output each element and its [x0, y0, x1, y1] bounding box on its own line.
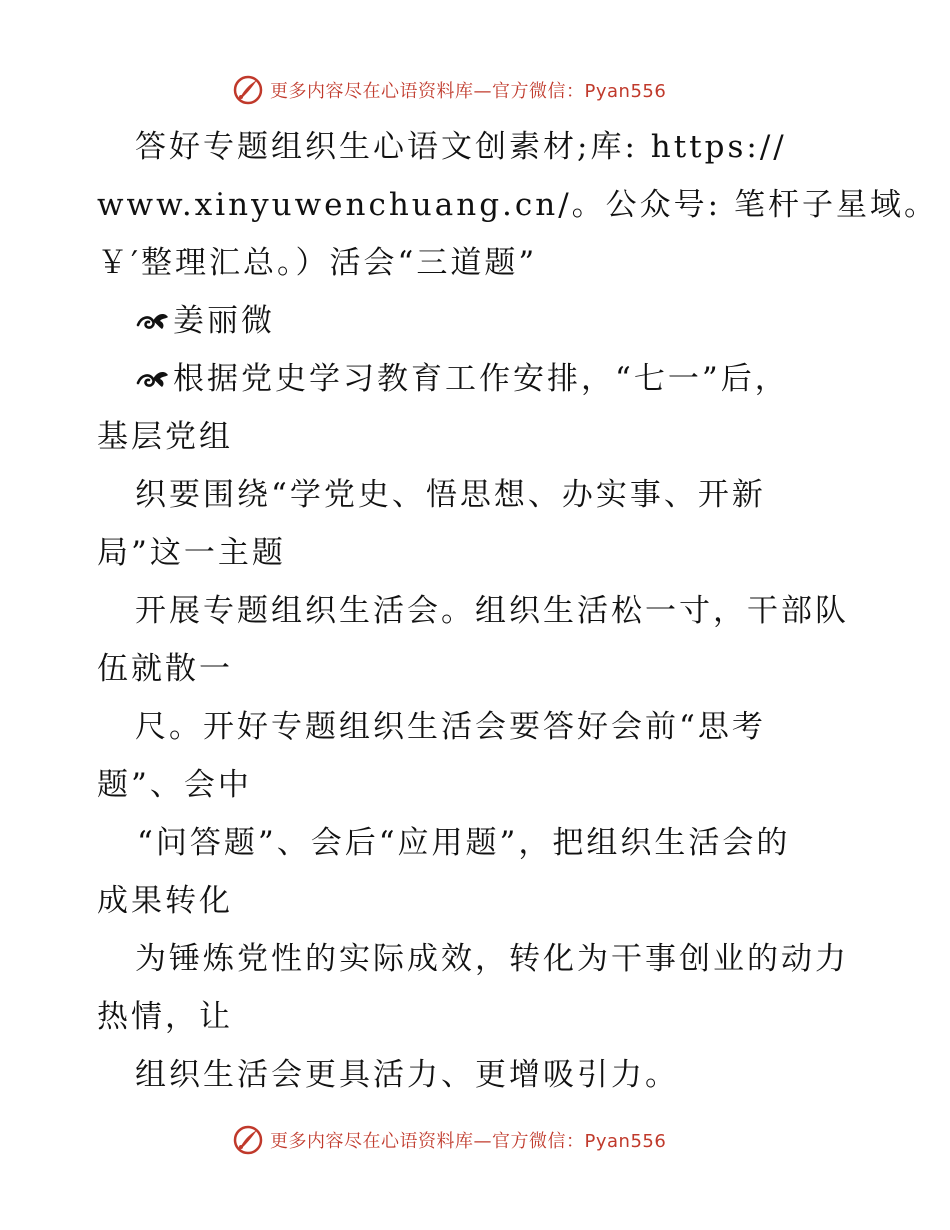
quill-ink-logo-icon	[232, 1124, 264, 1156]
body-line: 答好专题组织生心语文创素材;库: https://	[135, 129, 787, 165]
body-line: 成果转化	[97, 883, 233, 919]
banner-main-text: 更多内容尽在心语资料库	[270, 81, 474, 102]
body-line: 热情，让	[97, 999, 233, 1035]
body-line: 题”、会中	[97, 767, 252, 803]
author-name: 姜丽微	[173, 303, 275, 339]
fleuron-bullet-icon	[135, 367, 171, 391]
banner-text	[270, 77, 666, 103]
body-line: 尺。开好专题组织生活会要答好会前“思考	[135, 709, 766, 745]
body-line: ￥′整理汇总。）活会“三道题”	[97, 245, 538, 281]
header-banner	[232, 72, 732, 108]
body-line: 基层党组	[97, 419, 233, 455]
banner-separator: —	[473, 1131, 492, 1152]
body-line: 开展专题组织生活会。组织生活松一寸，干部队	[135, 593, 849, 629]
banner-wechat-id: Pyan556	[584, 1131, 667, 1152]
footer-banner	[232, 1122, 732, 1158]
fleuron-bullet-icon	[135, 309, 171, 333]
body-line: “问答题”、会后“应用题”，把组织生活会的	[137, 825, 791, 861]
quill-ink-logo-icon	[232, 74, 264, 106]
body-line-bulleted	[97, 350, 867, 408]
banner-text	[270, 1127, 666, 1153]
banner-wechat-label: 官方微信：	[492, 1131, 585, 1152]
body-line: 局”这一主题	[97, 535, 286, 571]
body-line: 伍就散一	[97, 651, 233, 687]
body-line: www.xinyuwenchuang.cn/。公众号: 笔杆子星域。	[97, 187, 938, 223]
body-line: 织要围绕“学党史、悟思想、办实事、开新	[135, 477, 766, 513]
document-body	[97, 118, 938, 1104]
banner-wechat-id: Pyan556	[584, 81, 667, 102]
body-line: 为锤炼党性的实际成效，转化为干事创业的动力	[135, 941, 849, 977]
banner-main-text: 更多内容尽在心语资料库	[270, 1131, 474, 1152]
banner-wechat-label: 官方微信：	[492, 81, 585, 102]
author-line	[97, 292, 867, 350]
body-line-text: 根据党史学习教育工作安排，“七一”后，	[173, 361, 789, 397]
banner-separator: —	[473, 81, 492, 102]
body-line: 组织生活会更具活力、更增吸引力。	[135, 1057, 679, 1093]
